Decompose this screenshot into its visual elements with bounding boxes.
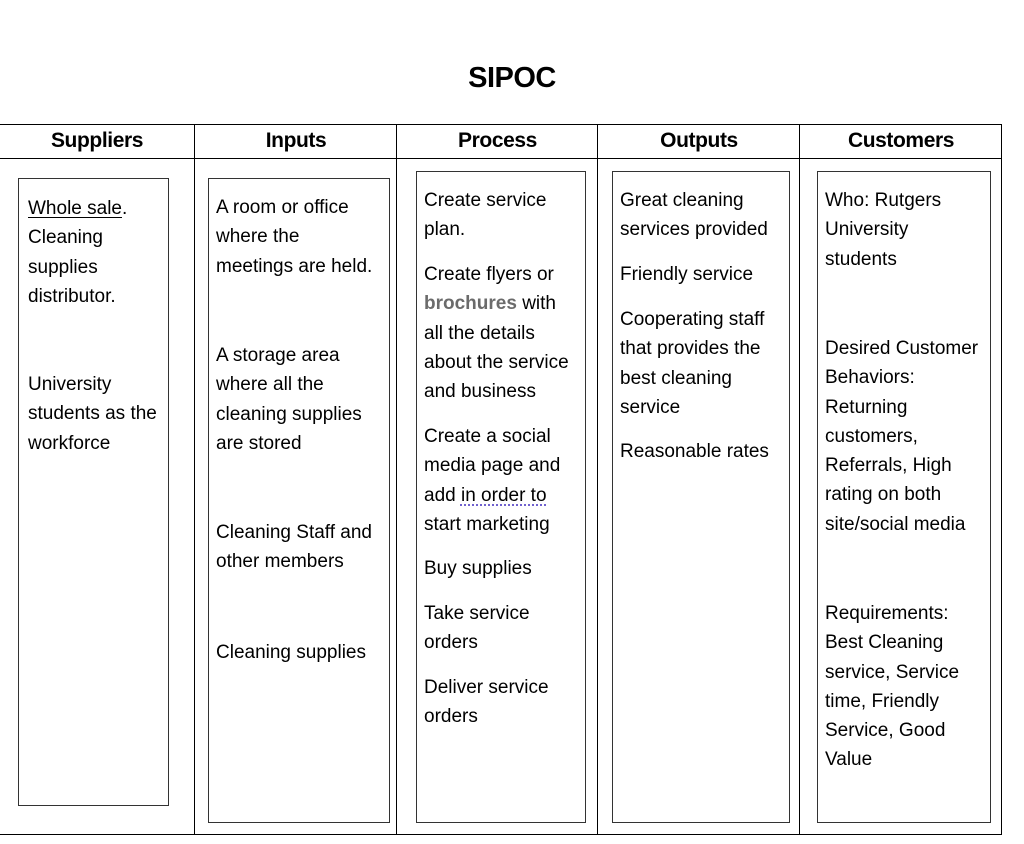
process-item-2-post: with all the details about the service and business [424, 293, 569, 403]
brochures-text: brochures [424, 293, 517, 315]
column-divider [799, 125, 800, 834]
suppliers-item-1-rest: . Cleaning supplies distributor. [28, 198, 128, 307]
process-item-2-pre: Create flyers or [424, 264, 554, 285]
inputs-item-2: A storage area where all the cleaning supplies are stored [216, 345, 362, 454]
customers-item-3: Requirements: Best Cleaning service, Service time, Friendly Service, Good Value [825, 603, 960, 771]
in-order-to-text: in order to [460, 484, 547, 506]
process-item-3-post: start marketing [424, 513, 550, 535]
outputs-item-4: Reasonable rates [620, 441, 769, 462]
outputs-item-3: Cooperating staff that provides the best cleaning service [620, 309, 765, 418]
customers-item-1: Who: Rutgers University students [825, 190, 942, 270]
suppliers-item-2: University students as the workforce [28, 374, 157, 454]
inputs-item-1: A room or office where the meetings are held. [216, 197, 373, 277]
process-item-1: Create service plan. [424, 190, 547, 241]
header-divider [0, 158, 1001, 159]
process-item-3-pre: Create a social media page and add [424, 426, 561, 506]
process-item-3 [424, 422, 584, 539]
outputs-item-1: Great cleaning services provided [620, 190, 768, 241]
inputs-item-4: Cleaning supplies [216, 642, 366, 663]
inputs-item-3: Cleaning Staff and other members [216, 522, 372, 573]
outputs-item-2: Friendly service [620, 264, 754, 285]
suppliers-item-1 [28, 194, 168, 311]
process-item-4: Buy supplies [424, 558, 532, 579]
process-item-2 [424, 260, 584, 406]
header-process: Process [458, 129, 537, 152]
column-divider [194, 125, 195, 834]
header-suppliers: Suppliers [50, 129, 144, 152]
page-title: SIPOC [468, 62, 556, 94]
process-item-5: Take service orders [424, 603, 530, 654]
header-inputs: Inputs [265, 129, 327, 152]
column-divider [396, 125, 397, 834]
wholesale-text: Whole sale [28, 198, 122, 219]
column-divider [597, 125, 598, 834]
header-outputs: Outputs [660, 129, 738, 152]
header-customers: Customers [847, 129, 955, 152]
customers-item-2: Desired Customer Behaviors: Returning customers, Referrals, High rating on both site/social media [825, 338, 979, 535]
process-item-6: Deliver service orders [424, 677, 549, 728]
